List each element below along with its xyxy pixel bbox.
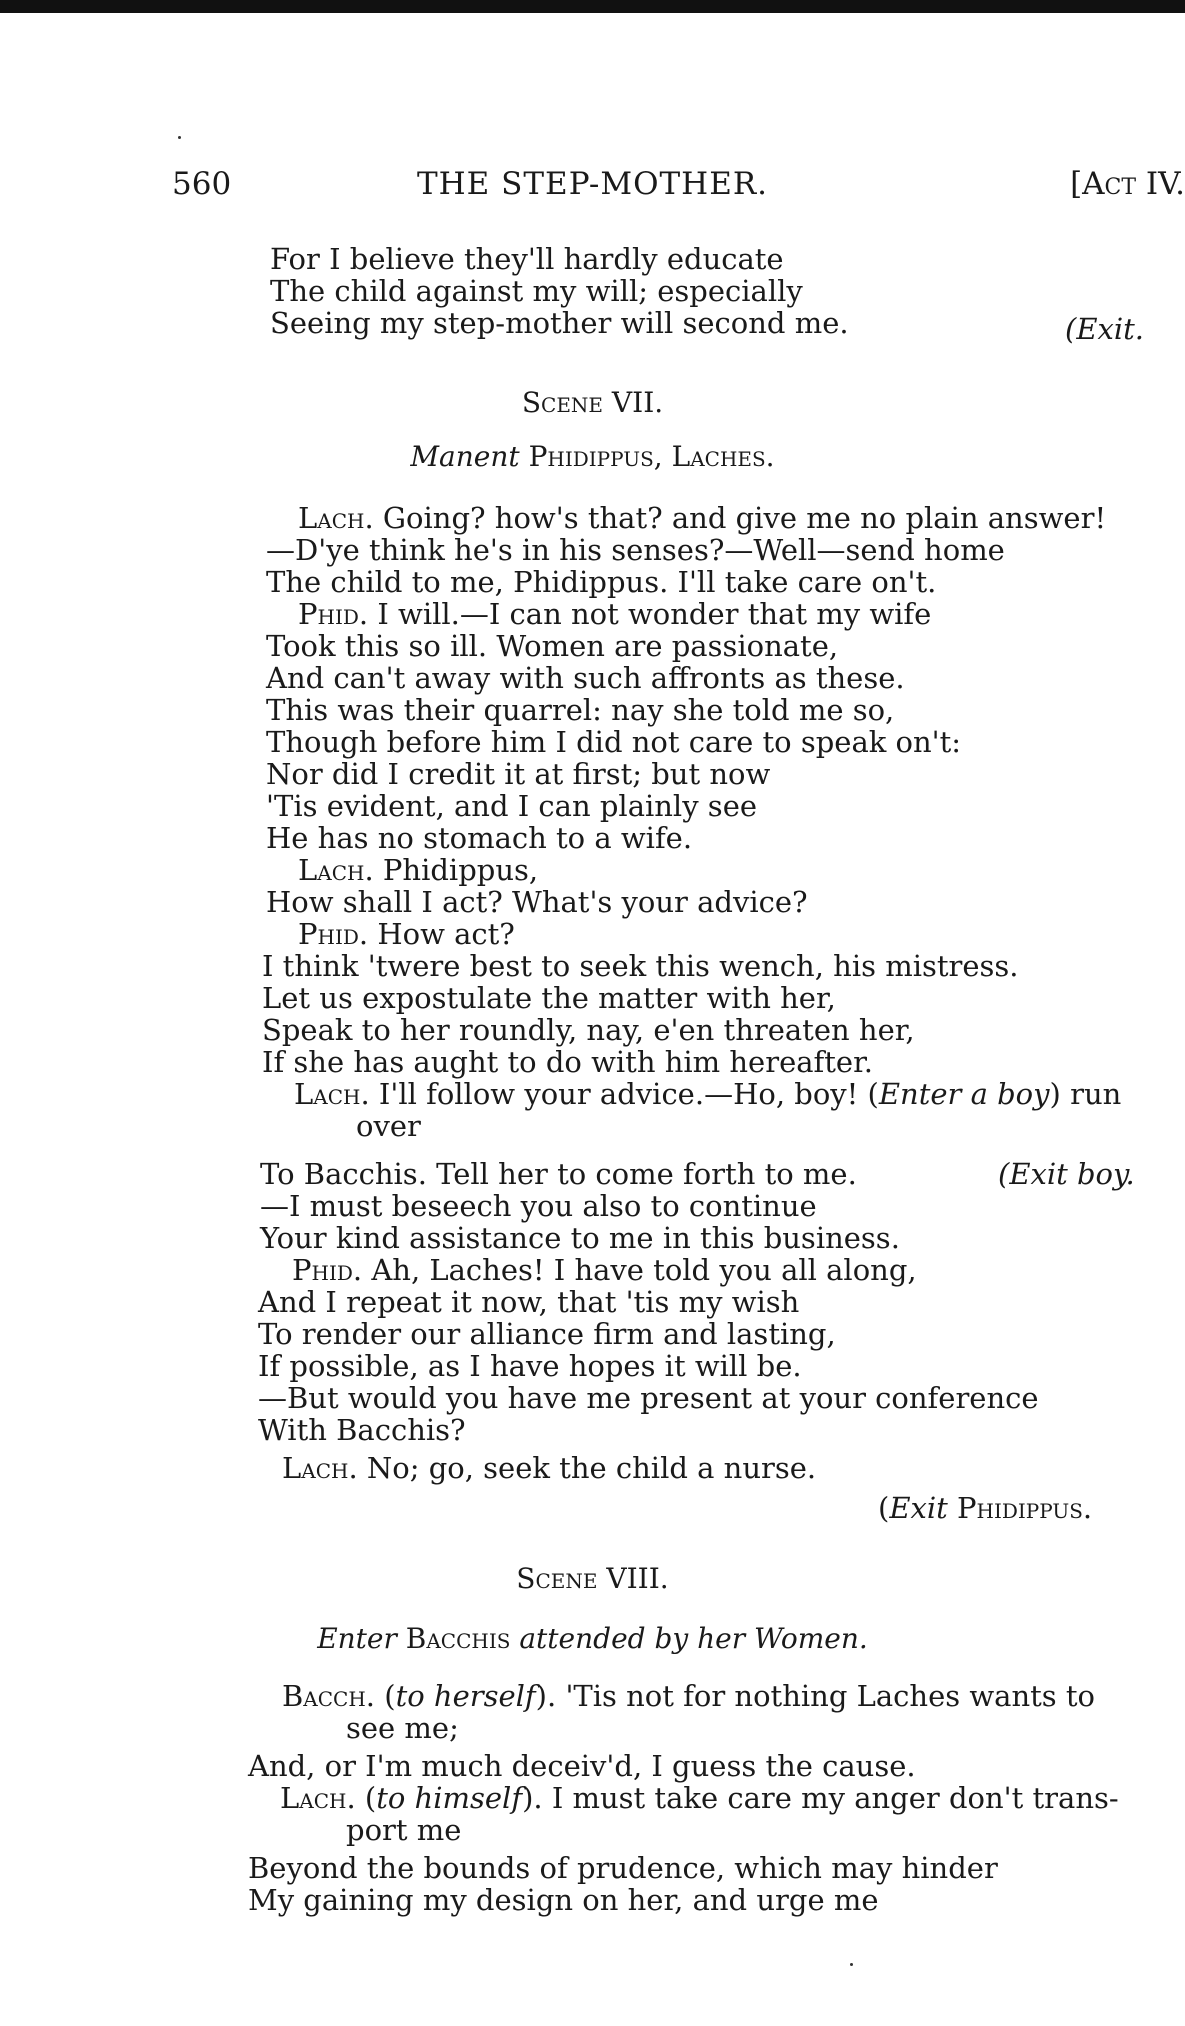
verse-continuation: port me bbox=[346, 1813, 462, 1847]
speech-line: Phid. I will.—I can not wonder that my wife bbox=[298, 597, 932, 631]
verse-line: And can't away with such affronts as these. bbox=[266, 661, 905, 695]
stage-direction: (Exit boy. bbox=[998, 1157, 1135, 1191]
speech-line: Lach. Phidippus, bbox=[298, 853, 539, 887]
verse-line: Your kind assistance to me in this business. bbox=[260, 1221, 900, 1255]
verse-line: —I must beseech you also to continue bbox=[260, 1189, 817, 1223]
page-header bbox=[0, 166, 1185, 206]
verse-continuation: see me; bbox=[346, 1711, 459, 1745]
verse-line: I think 'twere best to seek this wench, his mistress. bbox=[262, 949, 1019, 983]
verse-line: Took this so ill. Women are passionate, bbox=[266, 629, 839, 663]
stage-direction: (Exit. bbox=[1065, 312, 1144, 346]
speech-line: Bacch. (to herself). 'Tis not for nothing Laches wants to bbox=[282, 1679, 1095, 1713]
verse-line: With Bacchis? bbox=[258, 1413, 466, 1447]
verse-line: He has no stomach to a wife. bbox=[266, 821, 693, 855]
speech-line: Lach. (to himself). I must take care my anger don't trans- bbox=[280, 1781, 1119, 1815]
scan-speck bbox=[178, 136, 181, 139]
verse-line: Seeing my step-mother will second me. bbox=[270, 306, 849, 340]
verse-line: The child against my will; especially bbox=[270, 274, 803, 308]
verse-line: My gaining my design on her, and urge me bbox=[248, 1883, 879, 1917]
verse-line: And I repeat it now, that 'tis my wish bbox=[258, 1285, 800, 1319]
verse-line: 'Tis evident, and I can plainly see bbox=[266, 789, 758, 823]
scan-top-edge bbox=[0, 0, 1185, 13]
verse-line: How shall I act? What's your advice? bbox=[266, 885, 808, 919]
verse-line: For I believe they'll hardly educate bbox=[270, 242, 784, 276]
verse-line: Though before him I did not care to speak on't: bbox=[266, 725, 962, 759]
verse-line: To Bacchis. Tell her to come forth to me. bbox=[260, 1157, 857, 1191]
verse-line: The child to me, Phidippus. I'll take care on't. bbox=[266, 565, 937, 599]
speech-line: Lach. Going? how's that? and give me no plain answer! bbox=[298, 501, 1107, 535]
running-title: THE STEP-MOTHER. bbox=[416, 166, 769, 202]
act-marker: [Act IV. bbox=[1070, 166, 1185, 202]
stage-direction: (Exit Phidippus. bbox=[878, 1491, 1093, 1525]
verse-line: Let us expostulate the matter with her, bbox=[262, 981, 836, 1015]
verse-line: —But would you have me present at your conference bbox=[258, 1381, 1039, 1415]
speech-line: Phid. How act? bbox=[298, 917, 515, 951]
speech-line: Lach. I'll follow your advice.—Ho, boy! (Enter a boy) run bbox=[294, 1077, 1122, 1111]
verse-line: This was their quarrel: nay she told me so, bbox=[266, 693, 895, 727]
verse-line: Speak to her roundly, nay, e'en threaten her, bbox=[262, 1013, 915, 1047]
verse-line: If possible, as I have hopes it will be. bbox=[258, 1349, 802, 1383]
verse-continuation: over bbox=[356, 1109, 421, 1143]
scan-speck bbox=[850, 1963, 853, 1966]
verse-line: To render our alliance firm and lasting, bbox=[258, 1317, 836, 1351]
verse-line: If she has aught to do with him hereafter. bbox=[262, 1045, 873, 1079]
scene-cast: Enter Bacchis attended by her Women. bbox=[317, 1622, 868, 1655]
scene-heading: Scene VII. bbox=[521, 386, 664, 419]
scene-heading: Scene VIII. bbox=[516, 1562, 669, 1595]
verse-line: Beyond the bounds of prudence, which may hinder bbox=[248, 1851, 998, 1885]
verse-line: —D'ye think he's in his senses?—Well—send home bbox=[266, 533, 1005, 567]
speech-line: Lach. No; go, seek the child a nurse. bbox=[282, 1451, 817, 1485]
verse-line: And, or I'm much deceiv'd, I guess the cause. bbox=[248, 1749, 916, 1783]
scene-cast: Manent Phidippus, Laches. bbox=[410, 440, 775, 473]
verse-line: Nor did I credit it at first; but now bbox=[266, 757, 771, 791]
speech-line: Phid. Ah, Laches! I have told you all along, bbox=[292, 1253, 917, 1287]
page-number: 560 bbox=[172, 166, 232, 202]
